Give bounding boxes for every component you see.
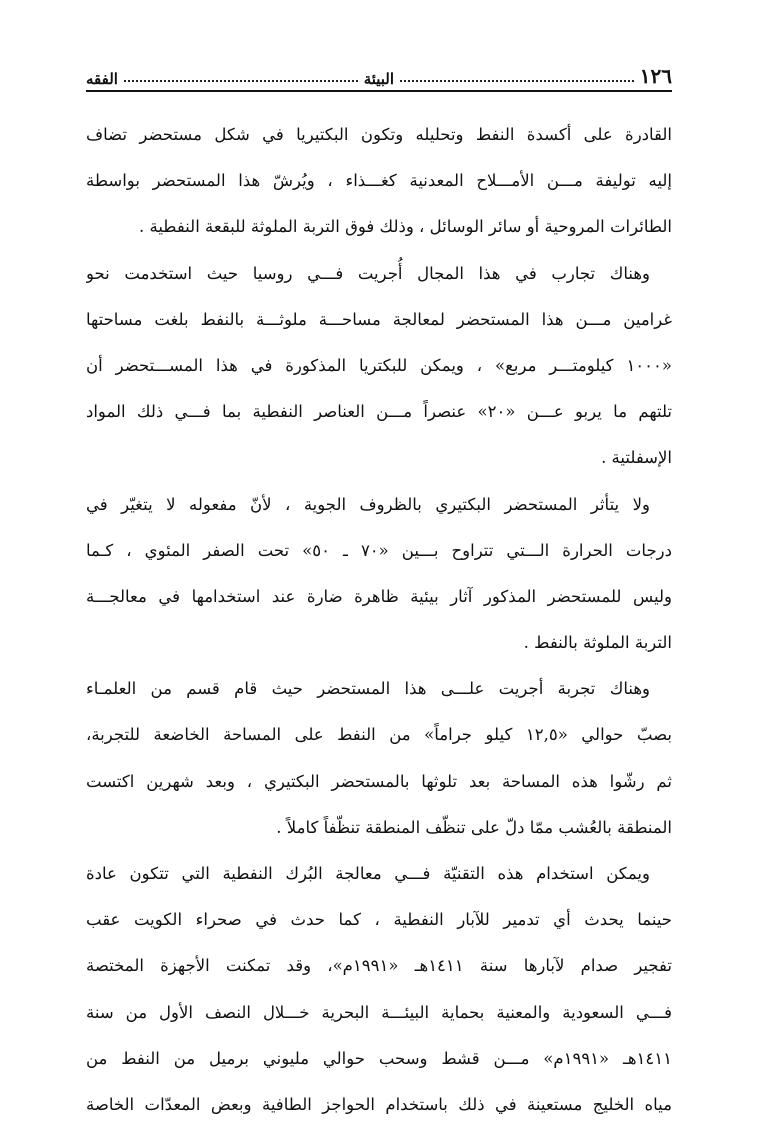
body-text <box>86 112 672 1128</box>
text-line: حينما يحدث أي تدمير للآبار النفطية ، كما حدث في صحراء الكويت عقب <box>86 910 672 930</box>
header-rule <box>86 90 672 92</box>
text-line: فـــي السعودية والمعنية بحماية البيئـــة البحرية خـــلال النصف الأول من سنة <box>86 1002 672 1022</box>
text-line: إليه توليفة مـــن الأمـــلاح المعدنية كغـــذاء ، ويُرشّ هذا المستحضر بواسطة <box>86 171 672 191</box>
paragraph-first-line: وهناك تجربة أجريت علـــى هذا المستحضر حيث قام قسم من العلمـاء <box>86 679 650 699</box>
text-line: مياه الخليج مستعينة في ذلك باستخدام الحواجز الطافية وبعض المعدّات الخاصة <box>86 1094 672 1114</box>
paragraph-first-line: ويمكن استخدام هذه التقنيّة فـــي معالجة البُرك النفطية التي تتكون عادة <box>86 864 650 883</box>
text-line: التربة الملوثة بالنفط . <box>523 633 672 653</box>
page-header <box>86 58 672 88</box>
text-line: الطائرات المروحية أو سائر الوسائل ، وذلك فوق التربة الملوثة للبقعة النفطية . <box>138 217 672 237</box>
paragraph-first-line: ولا يتأثر المستحضر البكتيري بالظروف الجوية ، لأنّ مفعوله لا يتغيّر في <box>86 494 650 514</box>
text-line: «١٠٠٠ كيلومتـــر مربع» ، ويمكن للبكتريا المذكورة في هذا المســـتحضر أن <box>86 355 672 375</box>
text-line: بصبّ حوالي «١٢,٥ كيلو جراماً» من النفط على المساحة الخاضعة للتجربة، <box>86 725 672 745</box>
dotted-leader <box>400 79 634 82</box>
text-line: تفجير صدام لآبارها سنة ١٤١١هـ «١٩٩١م»، وقد تمكنت الأجهزة المختصة <box>86 956 672 976</box>
text-line: المنطقة بالعُشب ممّا دلّ على تنظّف المنطقة تنظّفاً كاملاً . <box>276 817 672 837</box>
text-line: الإسفلتية . <box>601 448 672 468</box>
text-line: ١٤١١هـ «١٩٩١م» مـــن قشط وسحب حوالي مليوني برميل من النفط من <box>86 1048 672 1068</box>
running-head-book: الفقه <box>86 70 118 88</box>
text-line: تلتهم ما يربو عـــن «٢٠» عنصراً مـــن العناصر النفطية بما فـــي ذلك المواد <box>86 402 672 422</box>
text-line: وليس للمستحضر المذكور آثار بيئية ظاهرة ضارة عند استخدامها في معالجـــة <box>86 586 672 606</box>
text-line: غرامين مـــن هذا المستحضر لمعالجة مساحـــة ملوثـــة بالنفط بلغت مساحتها <box>86 309 672 329</box>
paragraph-first-line: وهناك تجارب في هذا المجال أُجريت فـــي روسيا حيث استخدمت نحو <box>86 263 650 283</box>
text-line: القادرة على أكسدة النفط وتحليله وتكون البكتيريا في شكل مستحضر تضاف <box>86 125 672 144</box>
dotted-leader <box>124 79 358 82</box>
running-head-section: البيئة <box>363 70 395 88</box>
text-line: درجات الحرارة الـــتي تتراوح بـــين «٧٠ ـ ٥٠» تحت الصفر المئوي ، كـما <box>86 540 672 560</box>
page-number: ١٢٦ <box>639 64 672 88</box>
text-line: ثم رشّوا هذه المساحة بعد تلوثها بالمستحضر البكتيري ، وبعد شهرين اكتست <box>86 771 672 791</box>
